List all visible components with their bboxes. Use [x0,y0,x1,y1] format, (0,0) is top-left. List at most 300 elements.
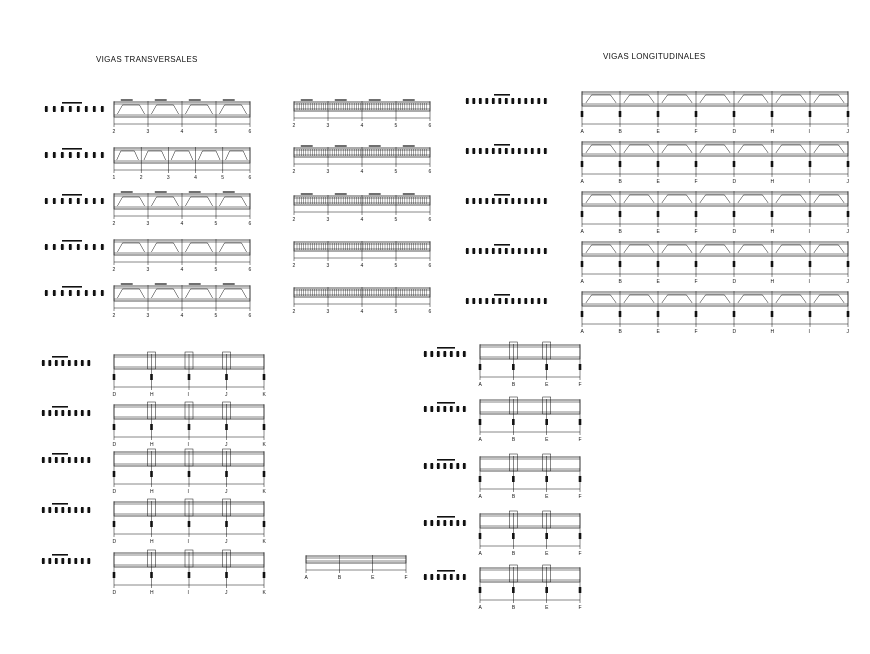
section-symbol [538,98,541,104]
axis-label: 3 [326,169,330,175]
section-symbol [450,520,453,526]
section-symbol [263,424,266,430]
bent-bar [624,95,654,103]
axis-label: 3 [166,175,170,181]
section-symbol [463,406,466,412]
axis-label: J [225,590,228,596]
axis-label: I [808,179,810,185]
bent-bar [586,245,616,253]
section-symbol [113,374,116,380]
axis-label: 4 [180,267,184,273]
section-symbol [492,148,495,154]
section-symbol [492,98,495,104]
section-symbol [479,364,482,370]
axis-label: 4 [360,169,364,175]
section-symbol [424,574,427,580]
bent-bar [151,197,178,206]
axis-label: 4 [180,313,184,319]
bent-bar [586,145,616,153]
section-symbol [150,521,153,527]
section-symbol [68,410,71,416]
axis-label: D [112,590,117,596]
section-symbol [545,533,548,539]
section-marker [437,402,455,404]
axis-label: 5 [394,263,398,269]
section-symbol [69,106,72,112]
axis-label: 2 [112,129,116,135]
axis-label: F [694,329,698,335]
section-symbol [93,198,96,204]
bent-bar [171,151,193,160]
section-symbol [431,463,434,469]
axis-label: 5 [394,217,398,223]
section-symbol [512,533,515,539]
axis-label: K [262,590,266,596]
section-symbol [463,574,466,580]
section-symbol [545,419,548,425]
section-symbol [518,248,521,254]
section-symbol [424,463,427,469]
section-symbol [93,152,96,158]
section-symbol [505,248,508,254]
bent-bar [624,145,654,153]
axis-label: 6 [248,129,252,135]
section-symbol [55,507,58,513]
section-symbol [101,198,104,204]
section-symbol [695,111,698,117]
bent-bar [814,195,844,203]
section-symbol [512,364,515,370]
section-symbol [473,248,476,254]
section-symbol [457,520,460,526]
section-symbol [85,106,88,112]
section-symbol [437,463,440,469]
section-symbol [49,558,52,564]
section-marker [437,347,455,349]
section-symbol [518,198,521,204]
bent-bar [776,245,806,253]
axis-label: D [112,539,117,545]
axis-label: I [187,442,189,448]
bent-bar [185,105,212,114]
section-marker [62,102,82,104]
section-symbol [771,311,774,317]
section-symbol [512,148,515,154]
section-symbol [49,360,52,366]
bent-bar [219,243,246,252]
axis-label: F [578,605,582,611]
axis-label: 5 [214,221,218,227]
section-symbol [518,98,521,104]
section-symbol [225,521,228,527]
section-symbol [188,471,191,477]
axis-label: J [846,179,849,185]
section-symbol [538,198,541,204]
section-marker [62,240,82,242]
section-symbol [544,298,547,304]
bent-bar [117,105,144,114]
section-symbol [75,558,78,564]
section-symbol [69,152,72,158]
section-symbol [531,198,534,204]
section-symbol [479,476,482,482]
section-symbol [42,507,45,513]
section-symbol [62,457,65,463]
axis-label: A [304,575,308,581]
axis-label: J [225,392,228,398]
axis-label: E [545,605,549,611]
section-symbol [545,364,548,370]
section-symbol [431,406,434,412]
section-symbol [457,406,460,412]
section-symbol [499,198,502,204]
axis-label: H [150,489,154,495]
section-symbol [53,106,56,112]
transversal-col-1 [44,100,251,319]
section-symbol [525,248,528,254]
axis-label: H [770,129,775,135]
bent-bar [814,95,844,103]
section-symbol [101,244,104,250]
axis-label: 2 [292,169,296,175]
axis-label: K [262,392,266,398]
bent-bar [219,289,246,298]
axis-label: E [545,437,549,443]
axis-label: I [187,489,189,495]
section-symbol [55,360,58,366]
section-symbol [61,290,64,296]
section-marker [437,459,455,461]
axis-label: 3 [146,221,150,227]
section-symbol [531,148,534,154]
section-symbol [733,211,736,217]
section-symbol [486,298,489,304]
axis-label: J [225,442,228,448]
section-symbol [45,244,48,250]
section-symbol [473,298,476,304]
section-symbol [809,311,812,317]
axis-label: E [656,179,660,185]
section-symbol [88,507,91,513]
section-symbol [45,198,48,204]
section-symbol [81,507,84,513]
section-symbol [525,148,528,154]
axis-label: 4 [180,221,184,227]
section-symbol [225,572,228,578]
section-symbol [75,410,78,416]
section-symbol [75,457,78,463]
bent-bar [586,195,616,203]
section-symbol [225,374,228,380]
section-symbol [62,410,65,416]
axis-label: 5 [214,313,218,319]
section-symbol [499,248,502,254]
axis-label: H [150,392,154,398]
section-symbol [444,463,447,469]
bent-bar [185,197,212,206]
axis-label: 6 [248,267,252,273]
axis-label: A [580,129,584,135]
longitudinal-single [305,555,408,581]
section-marker [52,453,68,455]
section-symbol [581,211,584,217]
section-symbol [809,161,812,167]
axis-label: A [478,551,482,557]
section-symbol [424,406,427,412]
section-marker [62,194,82,196]
axis-label: 3 [326,123,330,129]
axis-label: 6 [428,169,432,175]
section-symbol [486,198,489,204]
section-symbol [619,111,622,117]
bent-bar [117,197,144,206]
bent-bar [117,151,139,160]
section-symbol [466,298,469,304]
axis-label: B [511,494,516,500]
section-symbol [457,351,460,357]
section-symbol [437,351,440,357]
bent-bar [700,245,730,253]
axis-label: D [112,489,117,495]
section-symbol [62,360,65,366]
bent-bar [776,95,806,103]
bent-bar [151,289,178,298]
section-symbol [263,521,266,527]
section-symbol [771,111,774,117]
axis-label: 2 [292,263,296,269]
section-symbol [657,261,660,267]
section-symbol [62,507,65,513]
beam-outline [306,556,406,563]
axis-label: F [578,551,582,557]
axis-label: J [846,129,849,135]
section-symbol [581,261,584,267]
section-symbol [466,98,469,104]
section-symbol [437,520,440,526]
section-symbol [499,98,502,104]
section-symbol [492,198,495,204]
section-symbol [450,351,453,357]
axis-label: 5 [394,169,398,175]
section-symbol [188,374,191,380]
bent-bar [151,243,178,252]
section-marker [494,244,510,246]
axis-label: K [262,442,266,448]
section-symbol [619,211,622,217]
section-symbol [479,298,482,304]
transversal-col-2 [293,100,432,315]
section-symbol [486,248,489,254]
section-symbol [809,211,812,217]
axis-label: 2 [112,267,116,273]
axis-label: 6 [428,263,432,269]
section-symbol [437,574,440,580]
section-symbol [463,520,466,526]
axis-label: B [618,129,622,135]
section-symbol [150,424,153,430]
section-symbol [45,290,48,296]
section-symbol [225,424,228,430]
section-symbol [512,587,515,593]
section-symbol [75,360,78,366]
section-symbol [61,198,64,204]
axis-label: 2 [292,123,296,129]
section-symbol [479,148,482,154]
section-symbol [581,111,584,117]
bent-bar [738,145,768,153]
section-symbol [579,587,582,593]
section-symbol [81,360,84,366]
section-symbol [657,161,660,167]
axis-label: 1 [112,175,116,181]
section-symbol [486,98,489,104]
axis-label: B [337,575,342,581]
section-symbol [657,111,660,117]
section-symbol [544,98,547,104]
section-symbol [150,471,153,477]
section-symbol [75,507,78,513]
axis-label: 5 [221,175,225,181]
axis-label: A [478,382,482,388]
section-symbol [479,248,482,254]
axis-label: 4 [180,129,184,135]
axis-label: 3 [146,267,150,273]
axis-label: E [656,229,660,235]
section-symbol [85,198,88,204]
section-marker [494,294,510,296]
axis-label: 3 [326,217,330,223]
section-symbol [55,558,58,564]
axis-label: F [694,229,698,235]
section-symbol [55,457,58,463]
section-symbol [538,148,541,154]
bent-bar [117,289,144,298]
axis-label: H [150,590,154,596]
section-symbol [538,248,541,254]
axis-label: 2 [292,217,296,223]
section-symbol [473,198,476,204]
section-symbol [466,198,469,204]
section-symbol [49,507,52,513]
bent-bar [219,105,246,114]
section-symbol [695,311,698,317]
section-symbol [771,161,774,167]
section-symbol [88,360,91,366]
section-symbol [695,211,698,217]
axis-label: 4 [360,309,364,315]
section-symbol [45,152,48,158]
axis-label: B [511,551,516,557]
bent-bar [624,295,654,303]
section-symbol [113,424,116,430]
axis-label: H [770,279,775,285]
section-symbol [61,244,64,250]
axis-label: D [732,279,737,285]
section-symbol [466,148,469,154]
bent-bar [814,245,844,253]
section-symbol [68,360,71,366]
section-symbol [437,406,440,412]
axis-label: H [150,442,154,448]
axis-label: I [187,392,189,398]
section-symbol [545,587,548,593]
section-symbol [619,261,622,267]
section-symbol [88,410,91,416]
bent-bar [776,195,806,203]
axis-label: I [187,539,189,545]
bent-bar [219,197,246,206]
section-symbol [505,98,508,104]
section-symbol [68,558,71,564]
section-symbol [150,374,153,380]
section-symbol [531,98,534,104]
section-symbol [512,298,515,304]
axis-label: F [694,129,698,135]
section-symbol [579,533,582,539]
section-symbol [457,463,460,469]
section-symbol [42,360,45,366]
section-symbol [93,106,96,112]
section-symbol [505,148,508,154]
axis-label: I [808,329,810,335]
axis-label: 3 [146,313,150,319]
section-symbol [531,248,534,254]
section-symbol [101,106,104,112]
section-symbol [61,106,64,112]
axis-label: D [112,392,117,398]
section-symbol [479,98,482,104]
axis-label: J [225,539,228,545]
bent-bar [662,295,692,303]
section-symbol [61,152,64,158]
axis-label: F [694,179,698,185]
section-symbol [847,211,850,217]
bent-bar [662,245,692,253]
section-symbol [49,457,52,463]
axis-label: 3 [146,129,150,135]
axis-label: B [511,382,516,388]
section-marker [52,554,68,556]
section-symbol [695,261,698,267]
axis-label: J [846,329,849,335]
section-symbol [68,507,71,513]
section-symbol [544,148,547,154]
section-symbol [444,406,447,412]
bent-bar [185,289,212,298]
section-symbol [809,111,812,117]
axis-label: 5 [394,123,398,129]
axis-label: 2 [112,221,116,227]
section-symbol [479,533,482,539]
section-symbol [42,558,45,564]
section-symbol [512,248,515,254]
section-symbol [263,374,266,380]
section-symbol [619,161,622,167]
section-symbol [55,410,58,416]
axis-label: 5 [394,309,398,315]
section-symbol [263,572,266,578]
section-symbol [444,351,447,357]
axis-label: D [732,179,737,185]
section-marker [437,516,455,518]
bent-bar [586,95,616,103]
bent-bar [814,145,844,153]
section-symbol [473,98,476,104]
section-symbol [525,198,528,204]
axis-label: F [578,437,582,443]
axis-label: I [808,279,810,285]
section-symbol [657,211,660,217]
